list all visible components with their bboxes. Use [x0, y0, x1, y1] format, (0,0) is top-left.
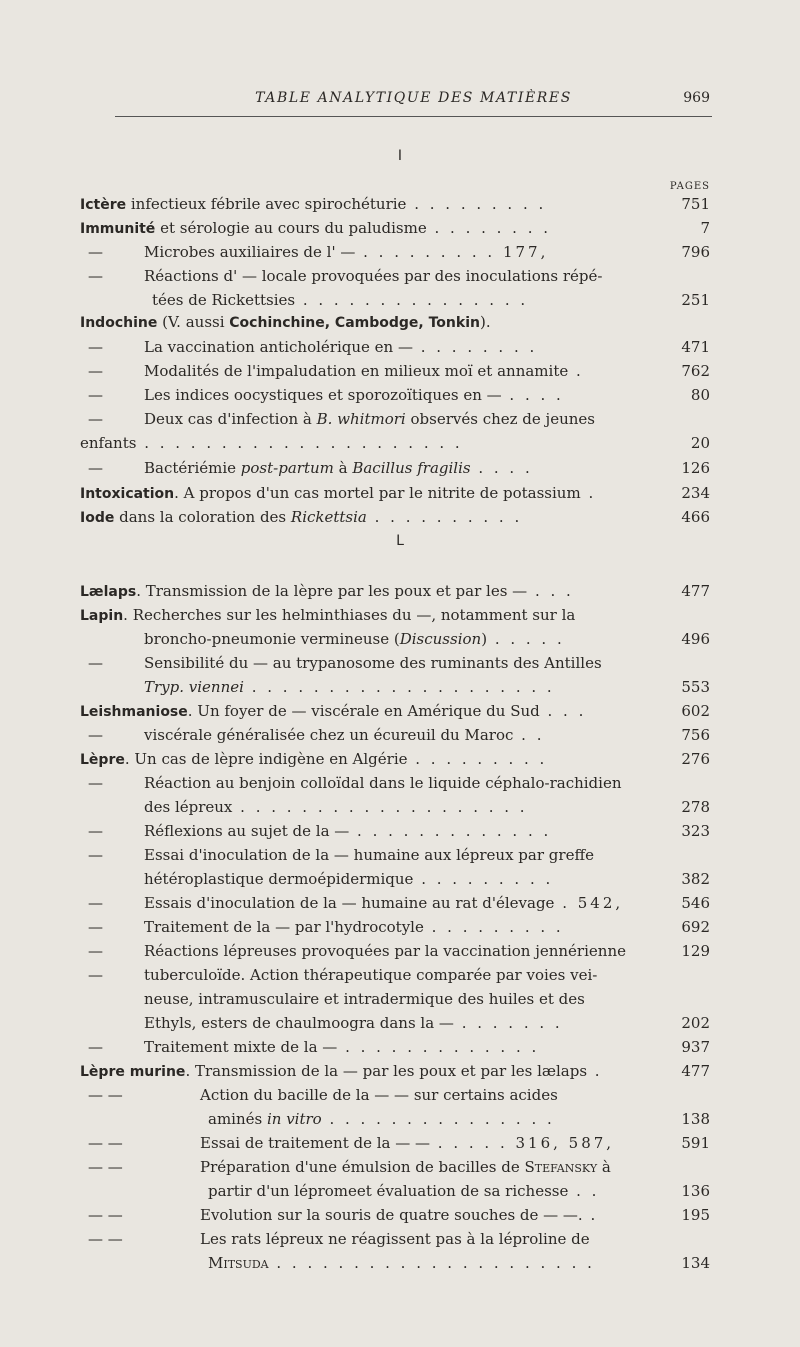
continuation-dash: —	[88, 918, 103, 936]
page-reference: 382	[681, 870, 710, 888]
entry-body: des lépreux	[144, 798, 233, 816]
entry-body: Traitement mixte de la —	[144, 1038, 338, 1056]
entry-text	[80, 771, 622, 795]
entry-body: Essai d'inoculation de la — humaine aux lépreux par greffe	[144, 846, 594, 864]
continuation-dash: —	[88, 822, 103, 840]
running-header	[115, 86, 712, 117]
entry-body: . Un cas de lèpre indigène en Algérie	[124, 750, 408, 768]
entry-text	[80, 699, 586, 724]
leader-dots: . . . . .	[487, 630, 565, 648]
index-entry-line	[80, 1131, 710, 1155]
entry-text	[80, 1035, 539, 1059]
page-reference: 471	[681, 338, 710, 356]
entry-text	[152, 288, 528, 312]
leader-dots: . . . .	[470, 459, 533, 477]
headword: Leishmaniose	[80, 704, 188, 720]
entry-body: Evolution sur la souris de quatre souches de — —.	[200, 1206, 583, 1224]
page-reference: 251	[681, 291, 710, 309]
index-entry-line	[80, 1203, 710, 1227]
page-reference: 553	[681, 678, 710, 696]
page-reference: 129	[681, 942, 710, 960]
leader-dots: . . . . . . . . .	[406, 195, 547, 213]
entry-text	[80, 310, 491, 335]
headword: Immunité	[80, 221, 156, 237]
leader-dots: . . . . . . . . . . . . . . . . . . .	[232, 798, 528, 816]
continuation-dash: — —	[88, 1134, 123, 1152]
headword: Intoxication	[80, 486, 175, 502]
page-reference: 276	[681, 750, 710, 768]
entry-text	[80, 481, 596, 506]
page-reference: 234	[681, 484, 710, 502]
index-entry-line	[80, 819, 710, 843]
leader-dots: . . . . . . . . . .	[366, 508, 523, 526]
entry-text	[80, 843, 594, 867]
page-reference: 591	[681, 1134, 710, 1152]
leader-dots: . . . . . . . . . . . . . . .	[295, 291, 529, 309]
page-reference: 756	[681, 726, 710, 744]
entry-body-continued: à	[597, 1158, 611, 1176]
index-entry-line	[80, 310, 710, 334]
entry-body: Modalités de l'impaludation en milieux moï et annamite	[144, 362, 569, 380]
page-reference: 762	[681, 362, 710, 380]
leader-dots: . . . . . . . . .	[407, 750, 548, 768]
continuation-dash: —	[88, 338, 103, 356]
index-entry-line	[80, 1107, 710, 1131]
index-entry-line	[80, 1155, 710, 1179]
entry-text	[80, 456, 533, 480]
entry-text	[208, 1107, 555, 1131]
index-entry-line	[80, 795, 710, 819]
entry-body: Sensibilité du — au trypanosome des ruminants des Antilles	[144, 654, 602, 672]
entry-body: hétéroplastique dermoépidermique	[144, 870, 414, 888]
entry-body-continued: )	[481, 630, 488, 648]
entry-text	[144, 867, 553, 891]
index-entry-line	[80, 963, 710, 987]
continuation-dash: — —	[88, 1230, 123, 1248]
headword: Lèpre murine	[80, 1064, 186, 1080]
index-entry-line	[80, 1227, 710, 1251]
index-entry-line	[80, 481, 710, 505]
page-reference: 80	[690, 386, 710, 404]
leader-dots: . . . . . . . . . 177,	[355, 243, 549, 261]
leader-dots: . . . . . . . . . . . . . . . . . . . . .	[268, 1254, 595, 1272]
page-reference: 466	[681, 508, 710, 526]
entry-text	[80, 505, 522, 530]
leader-dots: . . . . . . . .	[412, 338, 538, 356]
index-entry-line	[80, 407, 710, 431]
entry-body-continued: observés chez de jeunes	[405, 410, 595, 428]
leader-dots: . . . . . . . . . . . . . . . . . . . .	[243, 678, 555, 696]
index-entry-line	[80, 335, 710, 359]
entry-body: aminés	[208, 1110, 267, 1128]
entry-body: . Recherches sur les helminthiases du —, notamment sur la	[123, 606, 576, 624]
leader-dots: . . . . . . . . . . . . .	[337, 1038, 540, 1056]
index-entry-line	[80, 1059, 710, 1083]
page-reference: 134	[681, 1254, 710, 1272]
leader-dots: . . . .	[501, 386, 564, 404]
leader-dots: .	[580, 484, 597, 502]
index-entry-line	[80, 651, 710, 675]
index-entry-line	[80, 1011, 710, 1035]
entry-body: La vaccination anticholérique en —	[144, 338, 413, 356]
entry-body: dans la coloration des	[114, 508, 291, 526]
italic-term: Rickettsia	[290, 508, 367, 526]
entry-body: Essai de traitement de la — —	[200, 1134, 431, 1152]
page-reference: 937	[681, 1038, 710, 1056]
leader-dots: . . .	[527, 582, 574, 600]
entry-text	[80, 192, 546, 217]
page-reference: 195	[681, 1206, 710, 1224]
entry-body: broncho-pneumonie vermineuse (	[144, 630, 400, 648]
continuation-dash: —	[88, 410, 103, 428]
entry-body: . Transmission de la lèpre par les poux et par les —	[136, 582, 528, 600]
entry-text	[80, 747, 547, 772]
entry-body: Réactions d' — locale provoquées par des inoculations répé-	[144, 267, 603, 285]
leader-dots: .	[587, 1062, 603, 1080]
index-entry-line	[80, 723, 710, 747]
entry-text	[144, 987, 585, 1011]
page-reference: 278	[681, 798, 710, 816]
entry-body: Traitement de la — par l'hydrocotyle	[144, 918, 424, 936]
continuation-dash: —	[88, 774, 103, 792]
continuation-dash: — —	[88, 1086, 123, 1104]
headword: Lælaps	[80, 584, 137, 600]
page-reference: 323	[681, 822, 710, 840]
continuation-dash: —	[88, 726, 103, 744]
entry-text	[80, 603, 575, 628]
entry-text	[80, 939, 626, 963]
entry-text	[80, 407, 595, 431]
page-reference: 138	[681, 1110, 710, 1128]
entry-body: enfants	[80, 434, 137, 452]
index-entry-line	[80, 505, 710, 529]
italic-term: Discussion	[399, 630, 482, 648]
page-reference: 20	[690, 434, 710, 452]
entry-body: Action du bacille de la — — sur certains acides	[200, 1086, 558, 1104]
index-entry-line	[80, 867, 710, 891]
entry-text	[80, 1131, 614, 1155]
index-entry-line	[80, 1083, 710, 1107]
entry-body: tées de Rickettsies	[152, 291, 296, 309]
index-entry-line	[80, 216, 710, 240]
entry-text	[80, 216, 551, 241]
entry-body: Microbes auxiliaires de l' —	[144, 243, 356, 261]
page-reference: 477	[681, 1062, 710, 1080]
cross-reference: Cochinchine, Cambodge, Tonkin	[229, 315, 480, 331]
leader-dots: . 542,	[554, 894, 624, 912]
entry-body: Les indices oocystiques et sporozoïtiques en —	[144, 386, 502, 404]
index-entry-line	[80, 1251, 710, 1275]
entry-body: Deux cas d'infection à	[144, 410, 317, 428]
entry-text	[80, 651, 602, 675]
entry-text	[80, 1155, 611, 1179]
continuation-dash: — —	[88, 1158, 123, 1176]
leader-dots: . . . . . . . . . . . . . . .	[321, 1110, 555, 1128]
section-letter: I	[397, 148, 403, 164]
entry-body: Les rats lépreux ne réagissent pas à la léproline de	[200, 1230, 590, 1248]
italic-term: post-partum	[240, 459, 334, 477]
leader-dots: . . . . . . . . . . . . . . . . . . . . .	[136, 434, 463, 452]
italic-term: Bacillus fragilis	[352, 459, 471, 477]
index-entry-line	[80, 987, 710, 1011]
continuation-dash: —	[88, 386, 103, 404]
entry-body: partir d'un lépromeet évaluation de sa richesse	[208, 1182, 569, 1200]
index-entry-line	[80, 627, 710, 651]
entry-body: Réactions lépreuses provoquées par la vaccination jennérienne	[144, 942, 626, 960]
entry-text	[144, 795, 528, 819]
index-entry-line	[80, 747, 710, 771]
pages-column-label: PAGES	[669, 181, 710, 192]
leader-dots: . . .	[539, 702, 587, 720]
index-entry-line	[80, 891, 710, 915]
page-reference: 136	[681, 1182, 710, 1200]
entry-text	[144, 1011, 563, 1035]
index-entry-line	[80, 915, 710, 939]
entry-text	[80, 723, 544, 747]
header-title: TABLE ANALYTIQUE DES MATIÈRES	[255, 90, 572, 106]
entry-text	[208, 1251, 595, 1275]
entry-text	[80, 819, 551, 843]
entry-body: Bactériémie	[144, 459, 241, 477]
headword: Iode	[80, 510, 115, 526]
page-reference: 602	[681, 702, 710, 720]
index-entry-line	[80, 359, 710, 383]
index-entry-line	[80, 939, 710, 963]
entry-text	[80, 359, 584, 383]
leader-dots: . .	[568, 1182, 600, 1200]
entry-body: . Un foyer de — viscérale en Amérique du Sud	[187, 702, 540, 720]
continuation-dash: —	[88, 459, 103, 477]
index-entry-line	[80, 843, 710, 867]
entry-text	[80, 1059, 603, 1084]
index-entry-line	[80, 431, 710, 455]
headword: Indochine	[80, 315, 158, 331]
entry-text	[208, 1179, 599, 1203]
headword: Ictère	[80, 197, 127, 213]
entry-text	[80, 891, 623, 915]
index-entry-line	[80, 603, 710, 627]
entry-body-continued: à	[333, 459, 353, 477]
continuation-dash: —	[88, 243, 103, 261]
index-entry-line	[80, 579, 710, 603]
entry-body: et sérologie au cours du paludisme	[155, 219, 427, 237]
continuation-dash: —	[88, 267, 103, 285]
entry-text	[80, 1203, 598, 1227]
section-letter: L	[396, 533, 404, 549]
entry-text	[80, 963, 597, 987]
leader-dots: . . . . . . . . .	[423, 918, 564, 936]
entry-text	[80, 335, 537, 359]
continuation-dash: —	[88, 654, 103, 672]
leader-dots: .	[568, 362, 584, 380]
continuation-dash: —	[88, 942, 103, 960]
entry-body-continued: ).	[479, 313, 491, 331]
headword: Lèpre	[80, 752, 125, 768]
entry-text	[80, 1083, 558, 1107]
index-entry-line	[80, 675, 710, 699]
continuation-dash: — —	[88, 1206, 123, 1224]
entry-text	[80, 431, 463, 455]
index-entry-line	[80, 1179, 710, 1203]
index-entry-line	[80, 240, 710, 264]
leader-dots: . . . . . 316, 587,	[430, 1134, 615, 1152]
entry-body: viscérale généralisée chez un écureuil du Maroc	[144, 726, 514, 744]
index-entry-line	[80, 456, 710, 480]
page-reference: 7	[700, 219, 710, 237]
italic-term: B. whitmori	[316, 410, 406, 428]
entry-text	[80, 240, 548, 264]
page-reference: 751	[681, 195, 710, 213]
leader-dots: . .	[513, 726, 545, 744]
page-reference: 796	[681, 243, 710, 261]
page-reference: 692	[681, 918, 710, 936]
entry-body: Préparation d'une émulsion de bacilles de	[200, 1158, 525, 1176]
entry-text	[80, 579, 574, 604]
entry-body: (V. aussi	[157, 313, 230, 331]
entry-body: neuse, intramusculaire et intradermique des huiles et des	[144, 990, 585, 1008]
italic-term: Tryp. viennei	[144, 678, 244, 696]
entry-body: tuberculoïde. Action thérapeutique comparée par voies vei-	[144, 966, 598, 984]
leader-dots: . . . . . . . . .	[413, 870, 554, 888]
index-entry-line	[80, 699, 710, 723]
page-reference: 202	[681, 1014, 710, 1032]
headword: Lapin	[80, 608, 124, 624]
author-name: Mitsuda	[208, 1254, 269, 1272]
entry-body: Réaction au benjoin colloïdal dans le liquide céphalo-rachidien	[144, 774, 622, 792]
author-name: Stefansky	[524, 1158, 598, 1176]
page-reference: 477	[681, 582, 710, 600]
leader-dots: . . . . . . . . . . . . .	[349, 822, 552, 840]
index-entry-line	[80, 192, 710, 216]
entry-body: infectieux fébrile avec spirochéturie	[126, 195, 407, 213]
entry-text	[80, 264, 602, 288]
page-reference: 496	[681, 630, 710, 648]
entry-text	[80, 915, 564, 939]
entry-text	[80, 383, 564, 407]
index-entry-line	[80, 771, 710, 795]
index-entry-line	[80, 1035, 710, 1059]
entry-body: Réflexions au sujet de la —	[144, 822, 350, 840]
continuation-dash: —	[88, 894, 103, 912]
continuation-dash: —	[88, 966, 103, 984]
entry-text	[144, 675, 555, 699]
page-reference: 546	[681, 894, 710, 912]
page-reference: 126	[681, 459, 710, 477]
index-entry-line	[80, 383, 710, 407]
entry-body: . A propos d'un cas mortel par le nitrite de potassium	[174, 484, 581, 502]
entry-body: Essais d'inoculation de la — humaine au rat d'élevage	[144, 894, 555, 912]
entry-text	[144, 627, 565, 651]
index-entry-line	[80, 264, 710, 288]
entry-body: Ethyls, esters de chaulmoogra dans la —	[144, 1014, 454, 1032]
index-entry-line	[80, 288, 710, 312]
continuation-dash: —	[88, 1038, 103, 1056]
entry-text	[80, 1227, 590, 1251]
continuation-dash: —	[88, 362, 103, 380]
italic-term: in vitro	[266, 1110, 322, 1128]
page-number: 969	[683, 90, 710, 106]
leader-dots: . . . . . . . .	[426, 219, 552, 237]
entry-body: . Transmission de la — par les poux et par les lælaps	[185, 1062, 588, 1080]
leader-dots: .	[582, 1206, 599, 1224]
leader-dots: . . . . . . .	[453, 1014, 563, 1032]
continuation-dash: —	[88, 846, 103, 864]
